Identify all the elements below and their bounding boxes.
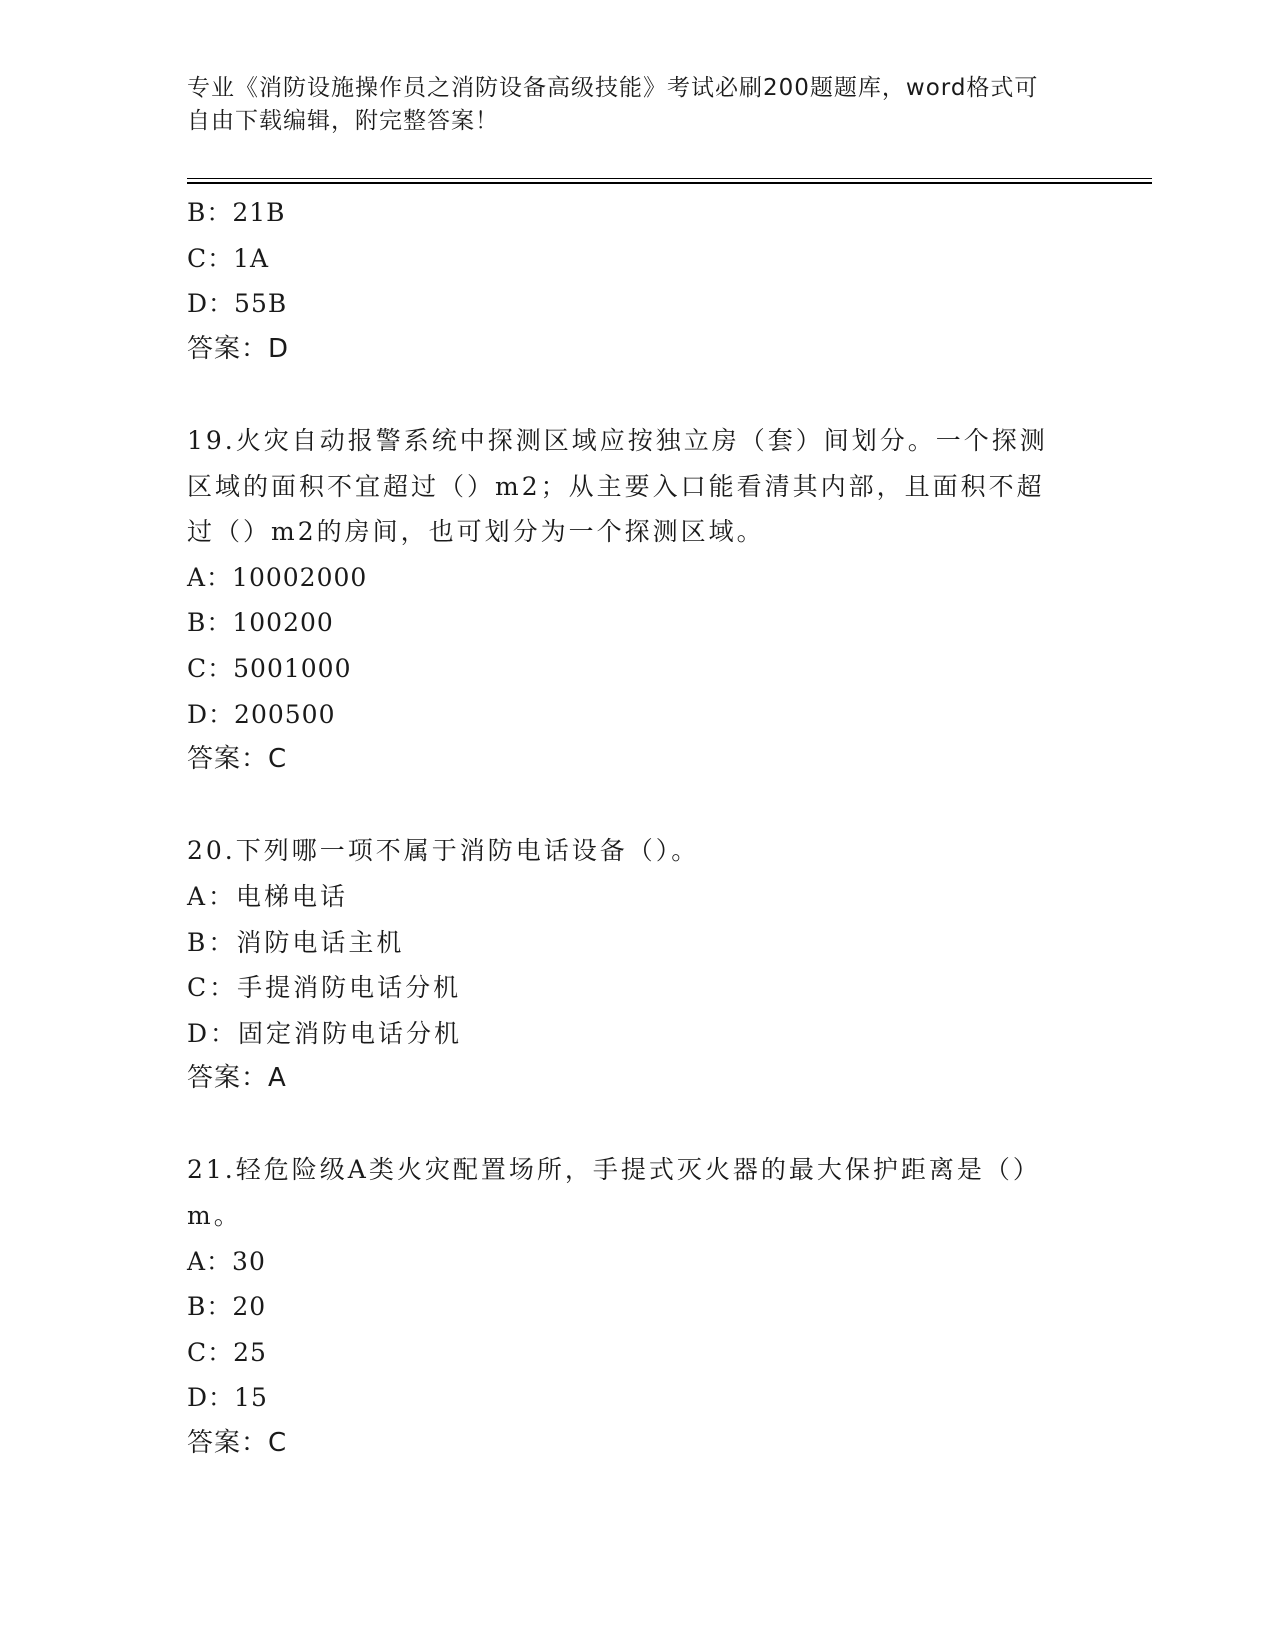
- question-text-line: 19.火灾自动报警系统中探测区域应按独立房（套）间划分。一个探测: [187, 425, 1048, 455]
- option-c: C：手提消防电话分机: [187, 973, 462, 1003]
- option-b: B：20: [187, 1292, 267, 1322]
- question-block-21: [187, 1147, 1087, 1466]
- option-d: D：固定消防电话分机: [187, 1018, 463, 1048]
- option-d: D：200500: [187, 699, 336, 729]
- option-b: B：消防电话主机: [187, 927, 405, 957]
- question-text-line: m。: [187, 1201, 242, 1231]
- answer-line: 答案：D: [187, 333, 290, 364]
- option-d: D：15: [187, 1383, 268, 1413]
- page-header: [187, 72, 1087, 138]
- option-d: D：55B: [187, 289, 288, 319]
- header-line-2: 自由下载编辑，附完整答案！: [187, 108, 499, 134]
- header-divider: [187, 178, 1152, 184]
- question-text-line: 区域的面积不宜超过（）m2；从主要入口能看清其内部，且面积不超: [187, 471, 1045, 501]
- option-b: B：100200: [187, 608, 334, 638]
- option-a: A：30: [187, 1246, 266, 1276]
- question-text-line: 20.下列哪一项不属于消防电话设备（）。: [187, 836, 700, 866]
- question-block-20: [187, 828, 1087, 1102]
- option-b: B：21B: [187, 198, 286, 227]
- answer-line: 答案：C: [187, 744, 288, 775]
- header-line-1: 专业《消防设施操作员之消防设备高级技能》考试必刷200题题库，word格式可: [187, 75, 1039, 101]
- document-body: [187, 190, 1087, 1467]
- answer-line: 答案：A: [187, 1063, 287, 1094]
- option-c: C：5001000: [187, 653, 352, 683]
- question-block-18-tail: [187, 190, 1087, 372]
- option-c: C：25: [187, 1337, 267, 1367]
- question-block-19: [187, 418, 1087, 783]
- question-text-line: 过（）m2的房间，也可划分为一个探测区域。: [187, 517, 765, 547]
- question-text-line: 21.轻危险级A类火灾配置场所，手提式灭火器的最大保护距离是（）: [187, 1155, 1041, 1185]
- option-a: A：10002000: [187, 562, 368, 592]
- answer-line: 答案：C: [187, 1428, 288, 1459]
- option-a: A：电梯电话: [187, 881, 349, 911]
- option-c: C：1A: [187, 243, 270, 273]
